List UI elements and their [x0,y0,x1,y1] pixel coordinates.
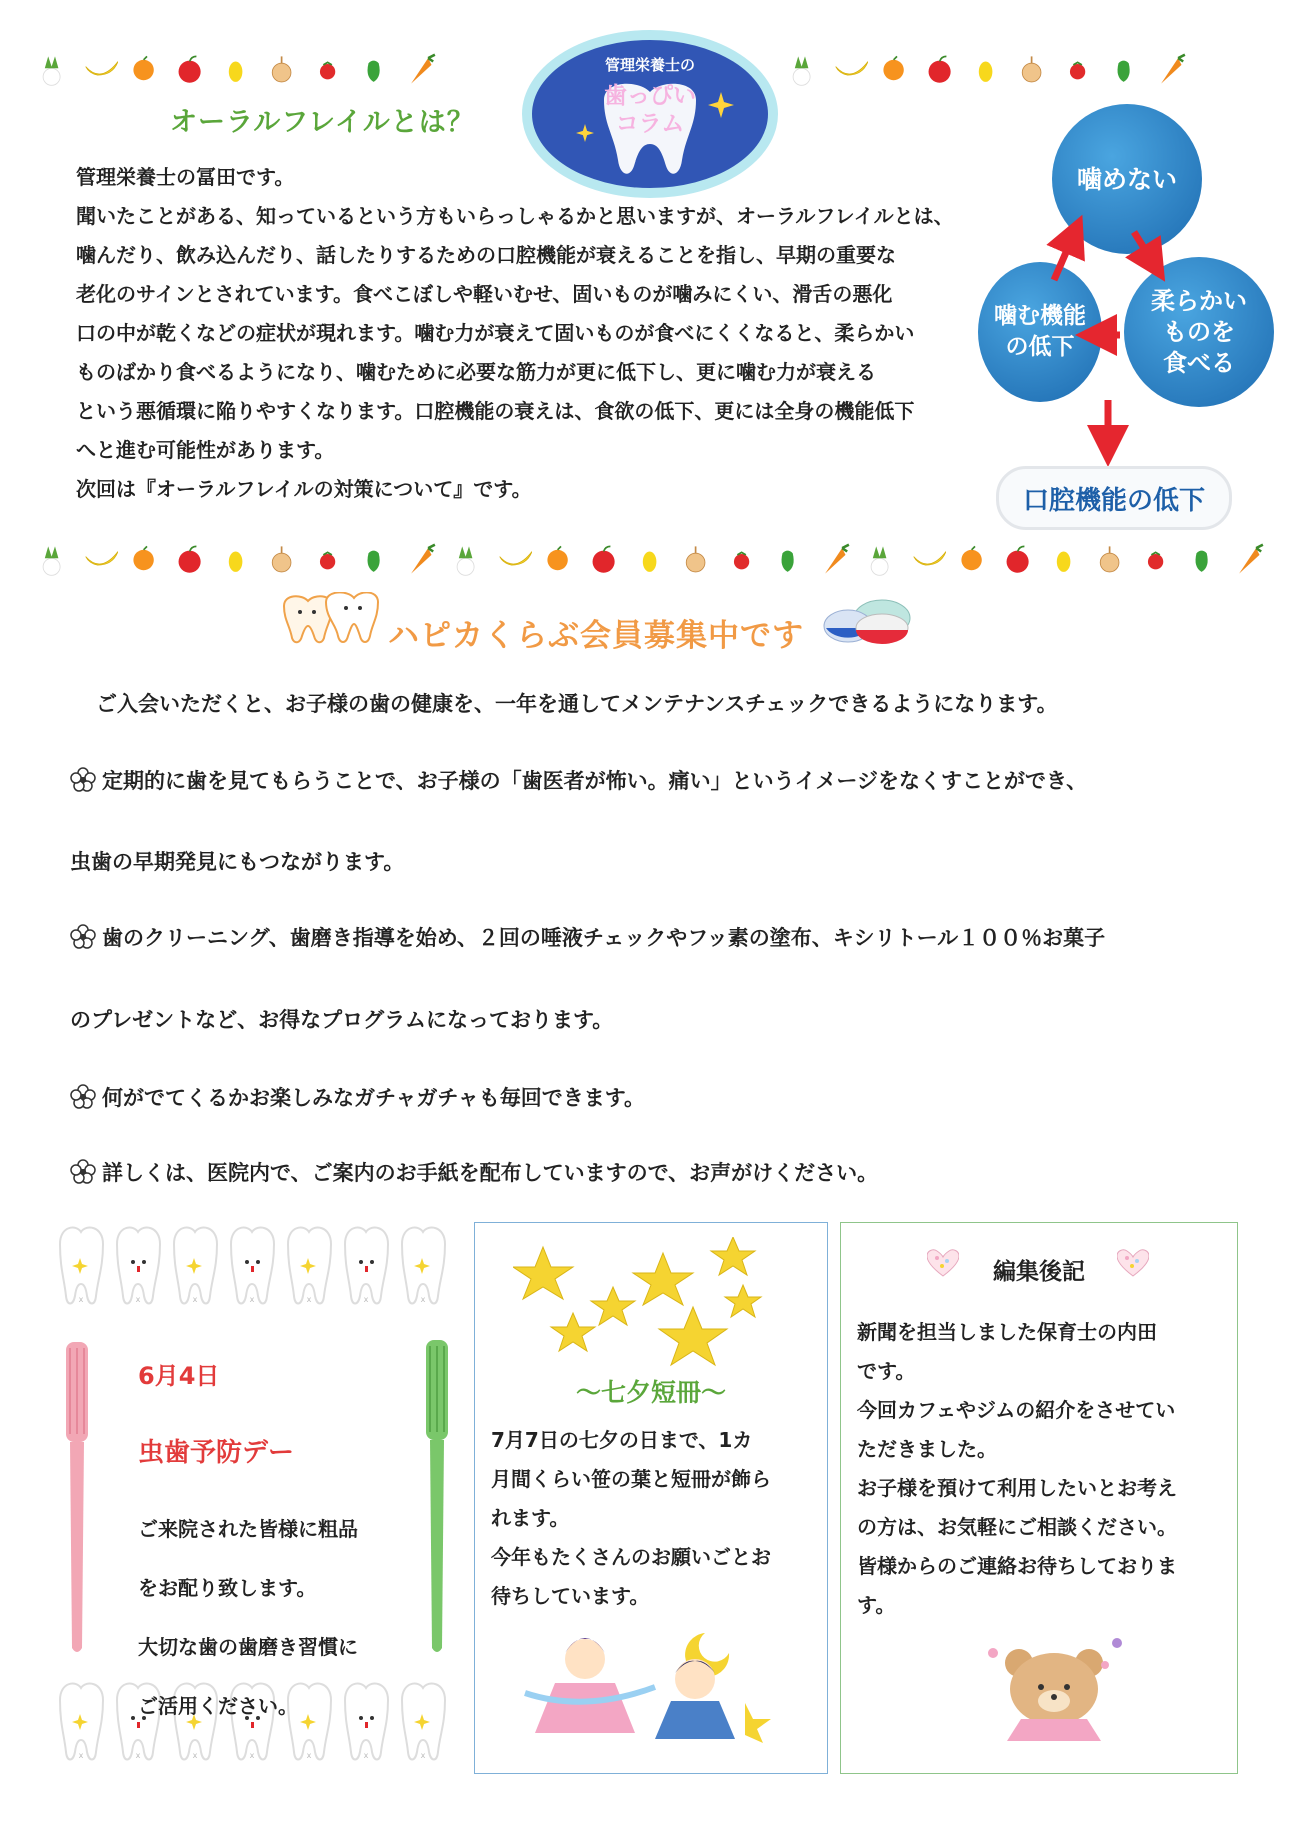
hapika-bullet-1 [70,765,1087,795]
body-line: の方は、お気軽にご相談ください。 [857,1515,1177,1539]
tooth-icon [170,1222,221,1308]
body-line: ものばかり食べるようになり、噛むために必要な筋力が更に低下し、更に噛む力が衰える [76,360,876,384]
orange-icon [880,52,914,88]
radish-icon [38,52,72,88]
badge-subtitle: 管理栄養士の [604,56,695,74]
carrot-icon [1234,542,1268,578]
badge-title-line2: コラム [615,111,685,137]
oral-function-decline-label: 口腔機能の低下 [996,466,1232,530]
onion-icon [1096,542,1130,578]
svg-text:x: x [78,1295,84,1304]
carrot-icon [820,542,854,578]
banana-icon [84,542,118,578]
body-line: をお配り致します。 [138,1576,317,1600]
body-line: お子様を預けて利用したいとお考え [857,1476,1177,1500]
produce-border-middle [38,530,1268,590]
body-line: 新聞を担当しました保育士の内田 [857,1320,1157,1344]
hapika-bullet-1-cont: 虫歯の早期発見にもつながります。 [70,850,405,874]
svg-text:x: x [249,1295,255,1304]
hapika-bullet-4 [70,1157,878,1187]
svg-text:x: x [306,1295,312,1304]
tooth-icon [56,1678,107,1764]
tooth-row-top [56,1222,449,1308]
orange-icon [130,542,164,578]
toothbrush-pink-icon [60,1342,94,1656]
banana-icon [498,542,532,578]
tomato-icon [1064,52,1098,88]
svg-text:x: x [192,1751,198,1760]
radish-icon [866,542,900,578]
svg-text:x: x [363,1751,369,1760]
body-line: へと進む可能性があります。 [76,438,335,462]
flower-icon [70,767,96,793]
body-line: 聞いたことがある、知っているという方もいらっしゃるかと思いますが、オーラルフレイルとは、 [76,204,954,228]
apple-icon [1004,542,1038,578]
tomato-icon [314,52,348,88]
editor-body [857,1313,1177,1625]
radish-icon [788,52,822,88]
tanabata-panel [474,1222,828,1774]
svg-text:x: x [192,1295,198,1304]
svg-text:x: x [420,1295,426,1304]
tomato-icon [314,542,348,578]
banana-icon [84,52,118,88]
apple-icon [176,542,210,578]
tooth-icon [398,1678,449,1764]
pepper-icon [360,542,394,578]
oral-frail-title: オーラルフレイルとは？ [170,107,475,138]
orange-icon [544,542,578,578]
svg-text:x: x [363,1295,369,1304]
hapika-title: ハピカくらぶ会員募集中です [388,618,804,654]
body-line: 今回カフェやジムの紹介をさせてい [857,1398,1176,1422]
tooth-icon [227,1222,278,1308]
pepper-icon [360,52,394,88]
body-line: 7月7日の七夕の日まで、1カ [491,1428,753,1452]
apple-icon [176,52,210,88]
tooth-icon [113,1222,164,1308]
toothbrush-green-icon [420,1340,454,1656]
banana-icon [912,542,946,578]
bullet-text: 歯のクリーニング、歯磨き指導を始め、２回の唾液チェックやフッ素の塗布、キシリトール１００％お菓子 [102,926,1106,950]
body-line: 噛んだり、飲み込んだり、話したりするための口腔機能が衰えることを指し、早期の重要な [76,243,896,267]
node-line: の低下 [1005,334,1075,360]
lemon-icon [222,52,256,88]
tomato-icon [1142,542,1176,578]
onion-icon [1018,52,1052,88]
hapika-bullet-2 [70,922,1105,952]
arrow-down-right-icon [1134,232,1154,264]
body-line: ご来院された皆様に粗品 [138,1517,358,1541]
cycle-arrows [970,210,1290,470]
body-line: 管理栄養士の冨田です。 [76,165,295,189]
cavity-day-title: 虫歯予防デー [138,1438,295,1468]
hapika-bullet-3 [70,1082,645,1112]
carrot-icon [1156,52,1190,88]
badge-title-line1: 歯っぴい [604,83,696,109]
stars-icon [513,1237,783,1367]
tooth-icon [398,1222,449,1308]
svg-text:x: x [420,1751,426,1760]
body-line: れます。 [491,1506,570,1530]
tooth-characters-icon [280,592,380,644]
onion-icon [268,542,302,578]
flower-icon [70,924,96,950]
carrot-icon [406,542,440,578]
banana-icon [834,52,868,88]
onion-icon [268,52,302,88]
svg-text:x: x [135,1751,141,1760]
orange-icon [958,542,992,578]
produce-border-top-left [38,40,440,100]
radish-icon [38,542,72,578]
body-line: 月間くらい笹の葉と短冊が飾ら [491,1467,771,1491]
apple-icon [926,52,960,88]
bullet-text: 何がでてくるかお楽しみなガチャガチャも毎回できます。 [102,1086,646,1110]
cycle-node-cant-chew: 噛めない [1052,104,1202,254]
node-line: 柔らかい [1151,286,1247,315]
hapika-bullet-2-cont: のプレゼントなど、お得なプログラムになっております。 [70,1008,614,1032]
body-line: 今年もたくさんのお願いごとお [491,1545,771,1569]
body-line: という悪循環に陥りやすくなります。口腔機能の衰えは、食欲の低下、更には全身の機能低下 [76,399,915,423]
editor-panel [840,1222,1238,1774]
tanabata-title: ～七夕短冊～ [575,1378,726,1407]
body-line: す。 [857,1593,896,1617]
tomato-icon [728,542,762,578]
bear-icon [981,1623,1131,1743]
body-line: ご活用ください。 [138,1694,298,1718]
onion-icon [682,542,716,578]
editor-title: 編集後記 [993,1259,1085,1285]
svg-text:x: x [78,1751,84,1760]
produce-border-top-right [788,40,1190,100]
body-line: 口の中が乾くなどの症状が現れます。噛む力が衰えて固いものが食べにくくなると、柔らかい [76,321,915,345]
carrot-icon [406,52,440,88]
flower-icon [70,1084,96,1110]
node-line: 噛む機能 [994,303,1086,329]
lemon-icon [636,542,670,578]
cavity-day-date: 6月4日 [138,1362,220,1390]
node-line: 食べる [1163,348,1235,377]
tooth-icon [341,1222,392,1308]
body-line: 老化のサインとされています。食べこぼしや軽いむせ、固いものが噛みにくい、滑舌の悪化 [76,282,893,306]
svg-text:x: x [135,1295,141,1304]
hapika-intro: ご入会いただくと、お子様の歯の健康を、一年を通してメンテナンスチェックできるようになります。 [96,692,1058,716]
flower-icon [70,1159,96,1185]
lemon-icon [972,52,1006,88]
body-line: 皆様からのご連絡お待ちしておりま [857,1554,1177,1578]
bullet-text: 定期的に歯を見てもらうことで、お子様の「歯医者が怖い。痛い」というイメージをなくすことができ、 [102,769,1088,793]
svg-text:x: x [306,1751,312,1760]
tooth-icon [56,1222,107,1308]
body-line: です。 [857,1359,916,1383]
orange-icon [130,52,164,88]
bullet-text: 詳しくは、医院内で、ご案内のお手紙を配布していますので、お声がけください。 [102,1161,879,1185]
sparkle-icon [576,124,594,142]
tooth-icon [284,1222,335,1308]
gacha-capsules-icon [820,596,920,646]
body-line: 待ちしています。 [491,1584,650,1608]
node-line: ものを [1163,317,1235,346]
tanabata-body [491,1421,771,1616]
svg-text:x: x [249,1751,255,1760]
body-line: 大切な歯の歯磨き習慣に [138,1635,358,1659]
lemon-icon [222,542,256,578]
body-line: 次回は『オーラルフレイルの対策について』です。 [76,477,532,501]
orihime-hikoboshi-icon [515,1623,785,1743]
heart-icon [1117,1249,1149,1281]
body-line: ただきました。 [857,1437,997,1461]
arrow-up-icon [1054,234,1074,280]
pepper-icon [1110,52,1144,88]
sparkle-icon [708,92,734,118]
cavity-day-body [138,1490,358,1746]
oral-frail-body [76,158,976,509]
lemon-icon [1050,542,1084,578]
radish-icon [452,542,486,578]
pepper-icon [774,542,808,578]
apple-icon [590,542,624,578]
pepper-icon [1188,542,1222,578]
